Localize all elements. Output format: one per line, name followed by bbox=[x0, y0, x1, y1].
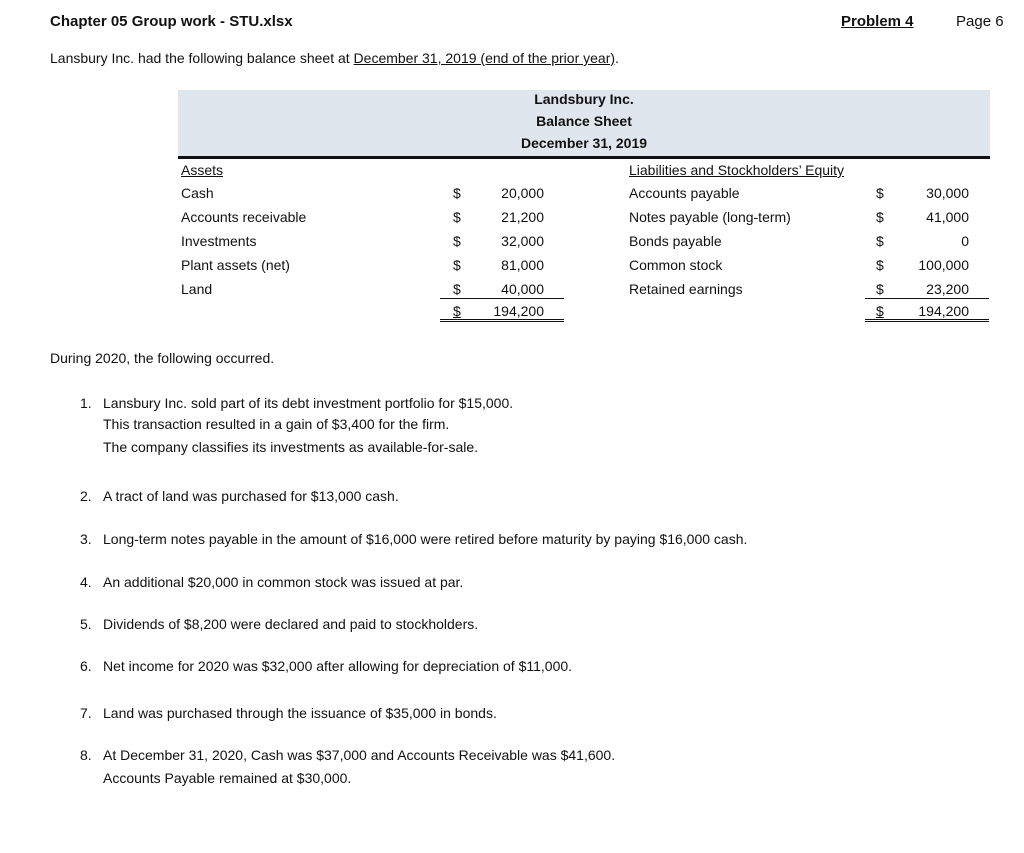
event-line: Land was purchased through the issuance of $35,000 in bonds. bbox=[103, 705, 497, 721]
currency-symbol: $ bbox=[453, 233, 461, 249]
intro-text: Lansbury Inc. had the following balance sheet at bbox=[50, 50, 354, 66]
event-line: A tract of land was purchased for $13,000 cash. bbox=[103, 488, 399, 504]
currency-symbol: $ bbox=[876, 257, 884, 273]
liability-value: 41,000 bbox=[926, 209, 969, 225]
liabilities-subtotal-rule bbox=[865, 298, 989, 299]
event-line: At December 31, 2020, Cash was $37,000 and Accounts Receivable was $41,600. bbox=[103, 747, 616, 763]
liability-value: 30,000 bbox=[926, 185, 969, 201]
event-number: 3. bbox=[80, 531, 92, 547]
event-number: 4. bbox=[80, 574, 92, 590]
liability-label: Retained earnings bbox=[629, 281, 743, 297]
asset-label: Investments bbox=[181, 233, 257, 249]
currency-symbol: $ bbox=[453, 185, 461, 201]
event-line: Dividends of $8,200 were declared and paid to stockholders. bbox=[103, 616, 479, 632]
assets-heading: Assets bbox=[181, 162, 224, 178]
event-line: Accounts Payable remained at $30,000. bbox=[103, 770, 352, 786]
statement-title: Balance Sheet bbox=[536, 113, 632, 129]
company-name: Landsbury Inc. bbox=[534, 91, 634, 107]
liability-value: 0 bbox=[961, 233, 969, 249]
liabilities-total: 194,200 bbox=[918, 303, 969, 319]
asset-label: Accounts receivable bbox=[181, 209, 307, 225]
event-line: The company classifies its investments as available-for-sale. bbox=[103, 439, 479, 455]
intro-sentence bbox=[50, 50, 619, 66]
event-line: Net income for 2020 was $32,000 after allowing for depreciation of $11,000. bbox=[103, 658, 573, 674]
currency-symbol: $ bbox=[453, 303, 461, 319]
currency-symbol: $ bbox=[876, 281, 884, 297]
page-number: Page 6 bbox=[956, 13, 1004, 30]
asset-value: 20,000 bbox=[501, 185, 544, 201]
assets-total-rule bbox=[440, 319, 564, 322]
currency-symbol: $ bbox=[876, 233, 884, 249]
liability-label: Common stock bbox=[629, 257, 723, 273]
event-line: Lansbury Inc. sold part of its debt investment portfolio for $15,000. bbox=[103, 395, 514, 411]
currency-symbol: $ bbox=[876, 303, 884, 319]
intro-date: December 31, 2019 (end of the prior year) bbox=[353, 50, 616, 66]
asset-label: Plant assets (net) bbox=[181, 257, 290, 273]
liability-value: 23,200 bbox=[926, 281, 969, 297]
currency-symbol: $ bbox=[876, 185, 884, 201]
currency-symbol: $ bbox=[453, 281, 461, 297]
event-number: 6. bbox=[80, 658, 92, 674]
currency-symbol: $ bbox=[453, 209, 461, 225]
asset-label: Land bbox=[181, 281, 213, 297]
event-number: 5. bbox=[80, 616, 92, 632]
event-line: This transaction resulted in a gain of $3,400 for the firm. bbox=[103, 416, 450, 432]
event-number: 1. bbox=[80, 395, 92, 411]
events-intro: During 2020, the following occurred. bbox=[50, 350, 275, 366]
assets-total: 194,200 bbox=[493, 303, 544, 319]
asset-label: Cash bbox=[181, 185, 214, 201]
liabilities-heading: Liabilities and Stockholders’ Equity bbox=[629, 162, 845, 178]
liability-label: Accounts payable bbox=[629, 185, 740, 201]
asset-value: 21,200 bbox=[501, 209, 544, 225]
event-number: 2. bbox=[80, 488, 92, 504]
asset-value: 32,000 bbox=[501, 233, 544, 249]
asset-value: 40,000 bbox=[501, 281, 544, 297]
event-number: 7. bbox=[80, 705, 92, 721]
currency-symbol: $ bbox=[876, 209, 884, 225]
asset-value: 81,000 bbox=[501, 257, 544, 273]
liability-value: 100,000 bbox=[918, 257, 969, 273]
document-title: Chapter 05 Group work - STU.xlsx bbox=[50, 13, 293, 30]
statement-date: December 31, 2019 bbox=[520, 135, 648, 151]
currency-symbol: $ bbox=[453, 257, 461, 273]
liability-label: Notes payable (long-term) bbox=[629, 209, 791, 225]
event-number: 8. bbox=[80, 747, 92, 763]
liability-label: Bonds payable bbox=[629, 233, 722, 249]
event-line: Long-term notes payable in the amount of $16,000 were retired before maturity by paying $16,000 cash. bbox=[103, 531, 748, 547]
event-line: An additional $20,000 in common stock was issued at par. bbox=[103, 574, 464, 590]
problem-label: Problem 4 bbox=[841, 13, 914, 30]
liabilities-total-rule bbox=[865, 319, 989, 322]
assets-subtotal-rule bbox=[440, 298, 564, 299]
intro-end: . bbox=[615, 50, 619, 66]
